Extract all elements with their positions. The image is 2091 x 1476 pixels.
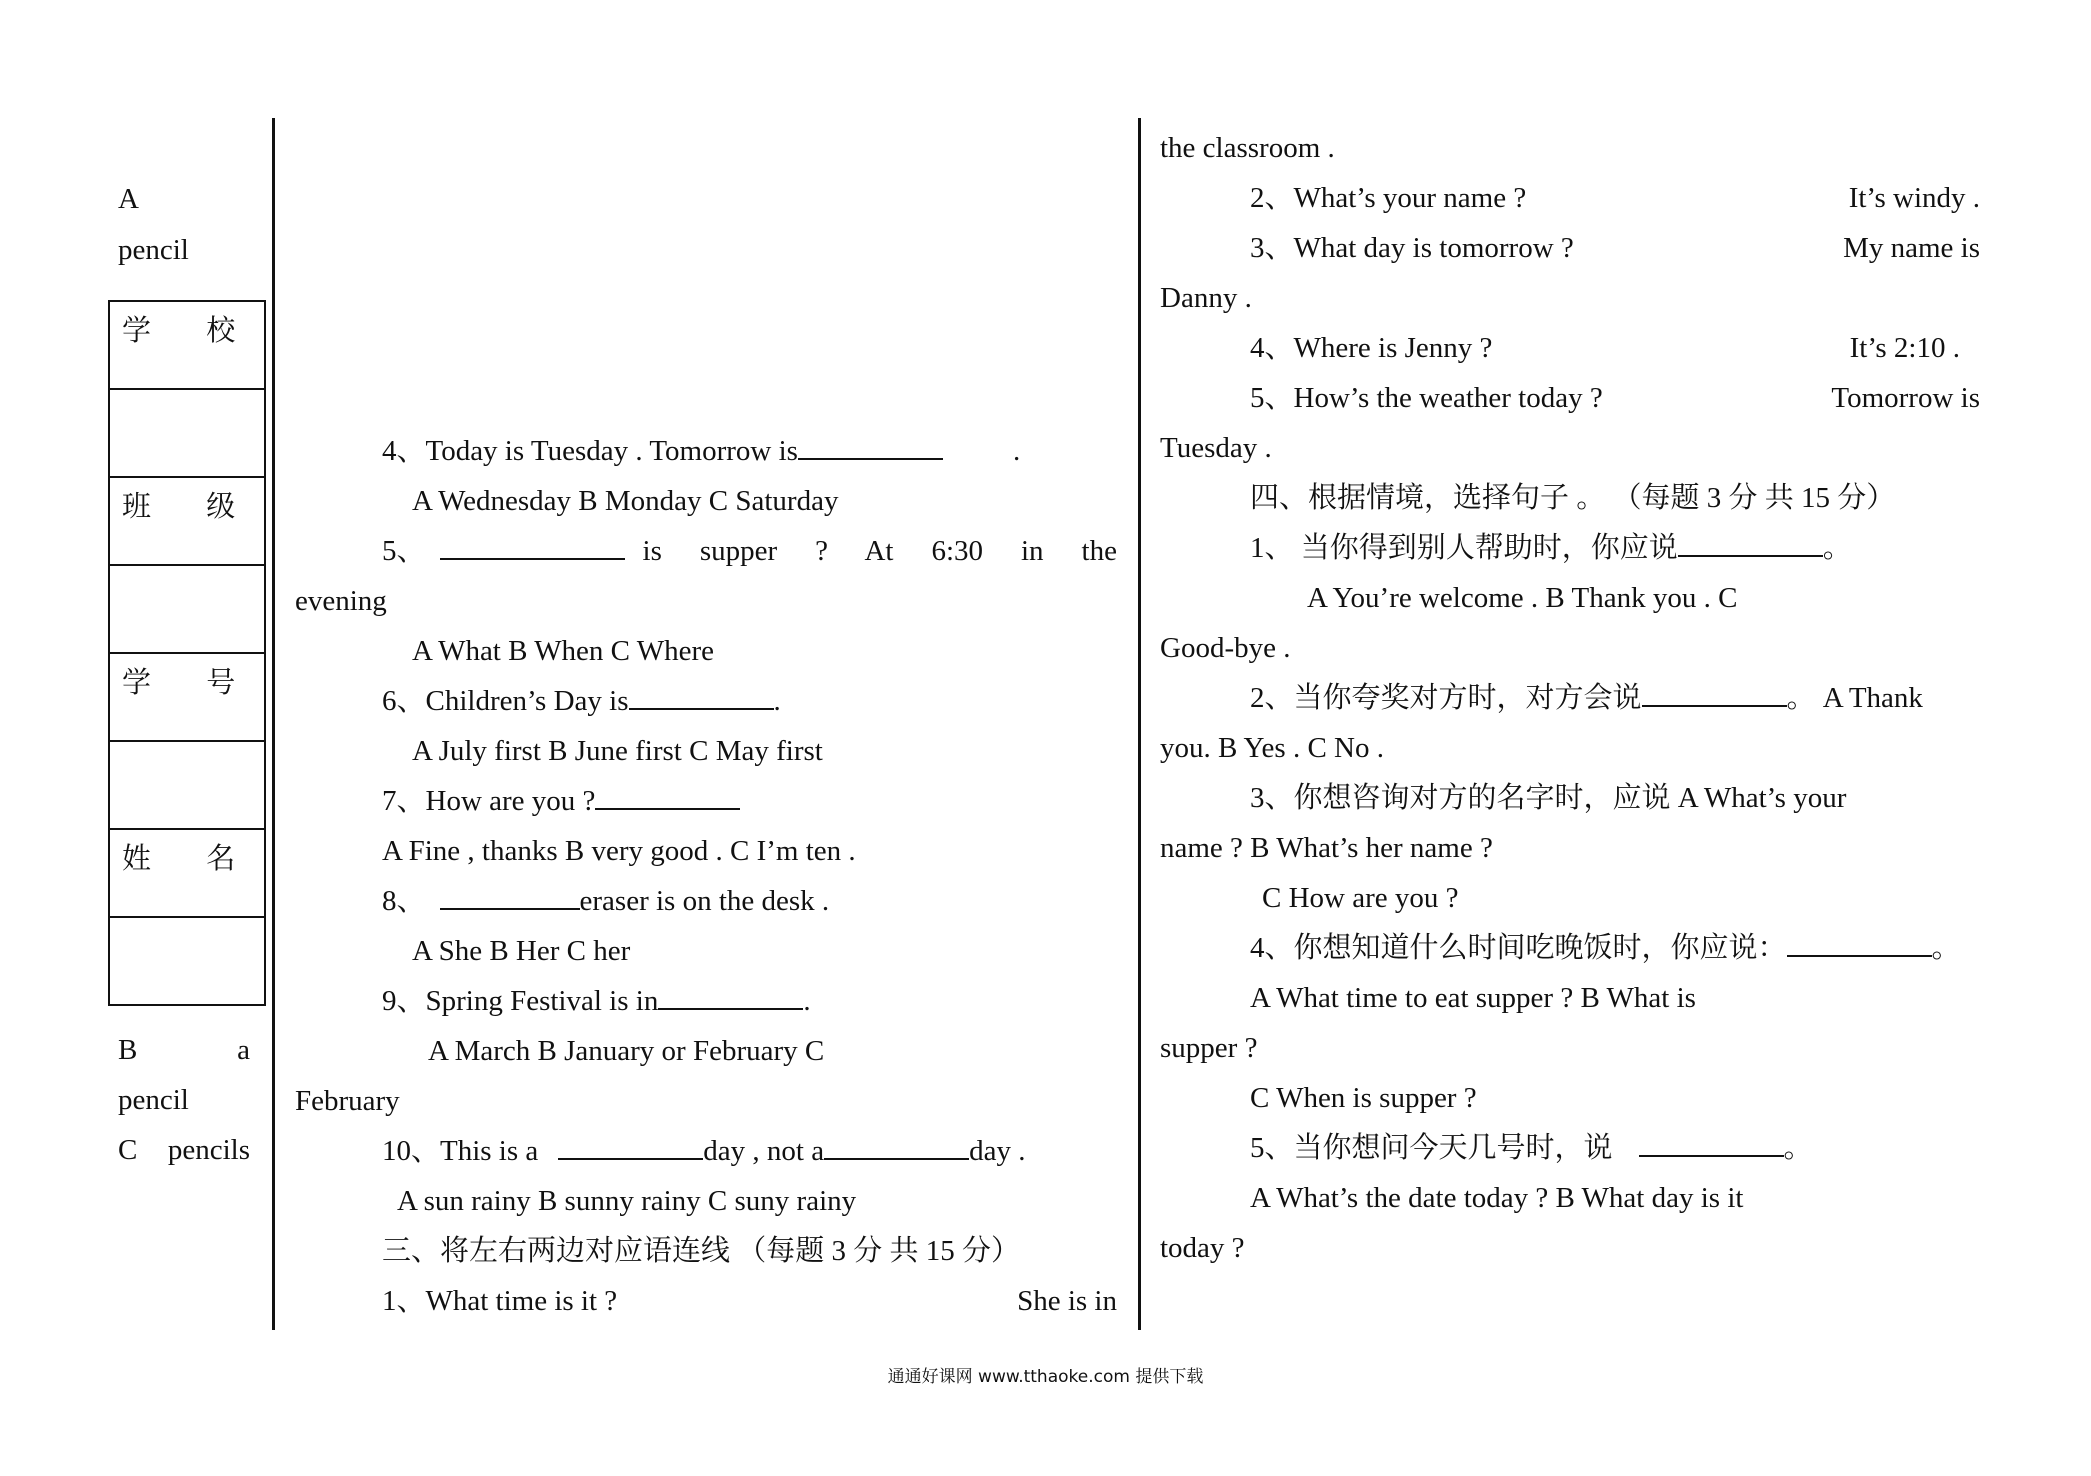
situation-3-option-c: C How are you ? <box>1262 882 1459 914</box>
match-continuation: the classroom . <box>1160 132 1335 164</box>
question-6 <box>382 684 781 718</box>
situation-4 <box>1250 931 1961 965</box>
answer-blank[interactable] <box>824 1134 969 1160</box>
situation-4-options: A What time to eat supper ? B What is <box>1250 982 1696 1014</box>
student-number-field[interactable] <box>110 742 264 830</box>
question-6-dot: . <box>773 685 781 717</box>
sidebar-option-b-letter: B <box>118 1034 138 1066</box>
center-divider-line <box>1138 118 1141 1330</box>
answer-blank[interactable] <box>1787 931 1932 957</box>
match-item-5-continuation: Tuesday . <box>1160 432 1272 464</box>
answer-blank[interactable] <box>798 434 943 460</box>
situation-1-end: 。 <box>1822 532 1852 564</box>
match-item-4: 4、Where is Jenny ? <box>1250 332 1493 364</box>
question-8-options: A She B Her C her <box>412 935 631 967</box>
situation-5-options: A What’s the date today ? B What day is it <box>1250 1182 1744 1214</box>
question-7-text: 7、How are you ? <box>382 785 596 817</box>
question-5-continuation: evening <box>295 585 387 617</box>
match-item-2: 2、What’s your name ? <box>1250 182 1527 214</box>
sidebar-option-c-word: pencils <box>167 1134 250 1166</box>
situation-4-continuation: supper ? <box>1160 1032 1258 1064</box>
sidebar-option-c-letter: C <box>118 1134 138 1166</box>
situation-4-text: 4、你想知道什么时间吃晚饭时，你应说： <box>1250 932 1787 964</box>
question-10-options: A sun rainy B sunny rainy C suny rainy <box>397 1185 857 1217</box>
answer-blank[interactable] <box>440 884 580 910</box>
class-label: 班 级 <box>110 478 264 566</box>
match-item-2-right: It’s windy . <box>1848 182 1980 214</box>
section-3-heading: 三、将左右两边对应语连线 （每题 3 分 共 15 分） <box>382 1235 1021 1267</box>
situation-1 <box>1250 531 1852 565</box>
sidebar-option-c <box>118 1133 250 1167</box>
situation-1-continuation: Good-bye . <box>1160 632 1291 664</box>
sidebar-option-b-word: a <box>237 1034 250 1066</box>
question-7 <box>382 784 740 818</box>
match-item-3-continuation: Danny . <box>1160 282 1252 314</box>
question-5-number: 5、 <box>382 535 426 567</box>
footer-credit: 通通好课网 www.tthaoke.com 提供下载 <box>887 1367 1204 1387</box>
name-label: 姓 名 <box>110 830 264 918</box>
question-10-text-a: 10、This is a <box>382 1135 539 1167</box>
question-5-options: A What B When C Where <box>412 635 715 667</box>
match-item-5-right: Tomorrow is <box>1831 382 1980 414</box>
question-6-text: 6、Children’s Day is <box>382 685 629 717</box>
situation-3-continuation: name ? B What’s her name ? <box>1160 832 1493 864</box>
answer-blank[interactable] <box>440 534 625 560</box>
school-label: 学 校 <box>110 302 264 390</box>
question-7-options: A Fine , thanks B very good . C I’m ten . <box>382 835 856 867</box>
situation-2-text: 2、当你夸奖对方时，对方会说 <box>1250 682 1642 714</box>
situation-5 <box>1250 1131 1813 1165</box>
question-10 <box>382 1134 1025 1168</box>
question-4-options: A Wednesday B Monday C Saturday <box>412 485 839 517</box>
answer-blank[interactable] <box>595 784 740 810</box>
question-9 <box>382 984 811 1018</box>
class-field[interactable] <box>110 566 264 654</box>
sidebar-option-b-word2: pencil <box>118 1084 189 1116</box>
sidebar-option-b <box>118 1033 250 1067</box>
question-4-dot: . <box>1012 435 1021 467</box>
match-item-1-right: She is in <box>1017 1285 1117 1317</box>
question-10-text-b: day , not a <box>703 1135 825 1167</box>
question-4 <box>382 434 1020 468</box>
question-8-text: eraser is on the desk . <box>579 885 830 917</box>
sidebar-option-a: A <box>118 183 139 215</box>
question-8 <box>382 884 829 918</box>
match-item-3: 3、What day is tomorrow ? <box>1250 232 1574 264</box>
question-4-text: 4、Today is Tuesday . Tomorrow is <box>382 435 798 467</box>
answer-blank[interactable] <box>1642 681 1787 707</box>
question-9-text: 9、Spring Festival is in <box>382 985 659 1017</box>
situation-5-text: 5、当你想问今天几号时，说 <box>1250 1132 1613 1164</box>
answer-blank[interactable] <box>558 1134 703 1160</box>
answer-blank[interactable] <box>658 984 803 1010</box>
match-item-3-right: My name is <box>1843 232 1980 264</box>
question-10-text-c: day . <box>969 1135 1026 1167</box>
left-divider-line <box>272 118 275 1330</box>
situation-2-end: 。 A Thank <box>1786 682 1923 714</box>
answer-blank[interactable] <box>1678 531 1823 557</box>
section-4-heading: 四、根据情境，选择句子 。 （每题 3 分 共 15 分） <box>1250 482 1896 514</box>
situation-4-option-c: C When is supper ? <box>1250 1082 1477 1114</box>
question-8-number: 8、 <box>382 885 426 917</box>
situation-5-end: 。 <box>1783 1132 1813 1164</box>
situation-2 <box>1250 681 1923 715</box>
answer-blank[interactable] <box>629 684 774 710</box>
question-9-dot: . <box>803 985 811 1017</box>
question-9-continuation: February <box>295 1085 400 1117</box>
situation-2-options: you. B Yes . C No . <box>1160 732 1384 764</box>
match-item-5: 5、How’s the weather today ? <box>1250 382 1603 414</box>
student-info-table <box>108 300 266 1006</box>
question-9-options: A March B January or February C <box>428 1035 825 1067</box>
match-item-1: 1、What time is it ? <box>382 1285 618 1317</box>
situation-5-continuation: today ? <box>1160 1232 1245 1264</box>
situation-4-end: 。 <box>1931 932 1961 964</box>
sidebar-option-a-word: pencil <box>118 234 189 266</box>
student-number-label: 学 号 <box>110 654 264 742</box>
question-5-text: is supper ? At 6:30 in the <box>642 535 1117 567</box>
match-item-4-right: It’s 2:10 . <box>1849 332 1960 364</box>
question-5 <box>382 534 1117 568</box>
answer-blank[interactable] <box>1639 1131 1784 1157</box>
name-field[interactable] <box>110 918 264 1006</box>
situation-3: 3、你想咨询对方的名字时，应说 A What’s your <box>1250 782 1847 814</box>
situation-1-text: 1、 当你得到别人帮助时，你应说 <box>1250 532 1678 564</box>
situation-1-options: A You’re welcome . B Thank you . C <box>1307 582 1738 614</box>
school-field[interactable] <box>110 390 264 478</box>
question-6-options: A July first B June first C May first <box>412 735 823 767</box>
